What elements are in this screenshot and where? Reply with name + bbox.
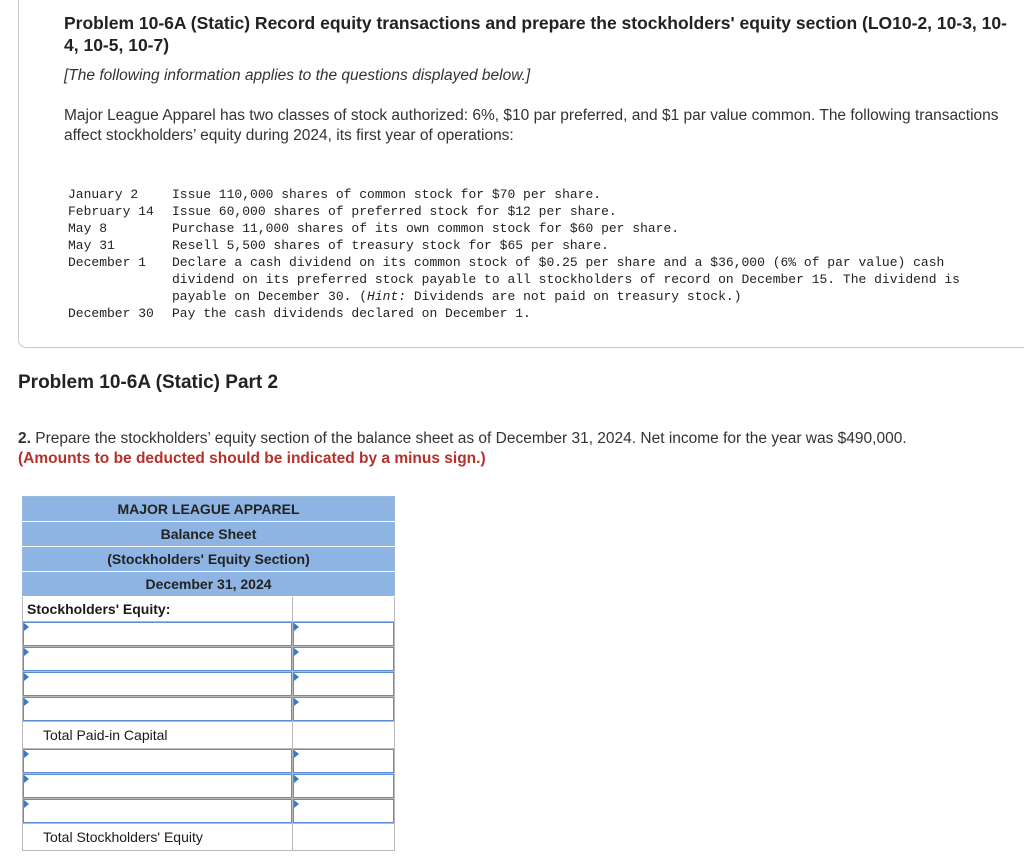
transaction-date: December 30 (68, 306, 154, 321)
amount-input[interactable] (293, 799, 394, 823)
statement-date: December 31, 2024 (23, 572, 395, 597)
problem-description: Major League Apparel has two classes of stock authorized: 6%, $10 par preferred, and $1 par value common. The following transactions affect stockholders’ equity during 2024, its first year of operations: (64, 107, 999, 144)
transaction-date: December 1 (68, 255, 147, 270)
account-select[interactable] (23, 774, 292, 798)
transaction-text: Resell 5,500 shares of treasury stock for $65 per share. (172, 238, 609, 253)
transaction-text (172, 254, 982, 305)
total-paid-in-capital-label: Total Paid-in Capital (23, 722, 293, 749)
account-select[interactable] (23, 647, 292, 671)
transaction-text: Purchase 11,000 shares of its own common stock for $60 per share. (172, 221, 680, 236)
problem-title: Problem 10-6A (Static) Record equity transactions and prepare the stockholders' equity section (LO10-2, 10-3, 10-4, 10-5, 10-7) (64, 13, 1007, 55)
empty-cell (293, 597, 395, 622)
transaction-date: February 14 (68, 204, 154, 219)
transaction-row (68, 254, 982, 305)
part-title: Problem 10-6A (Static) Part 2 (18, 372, 279, 393)
stockholders-equity-label: Stockholders' Equity: (23, 597, 293, 622)
transaction-text: Issue 60,000 shares of preferred stock for $12 per share. (172, 204, 617, 219)
transaction-row (68, 305, 982, 322)
amount-input[interactable] (293, 749, 394, 773)
statement-name: Balance Sheet (23, 522, 395, 547)
question (18, 429, 1018, 469)
amount-input[interactable] (293, 774, 394, 798)
question-text: Prepare the stockholders’ equity section of the balance sheet as of December 31, 2024. Net income for the year was $490,000. (30, 430, 907, 447)
transaction-date: May 31 (68, 238, 115, 253)
section-name: (Stockholders' Equity Section) (23, 547, 395, 572)
account-select[interactable] (23, 749, 292, 773)
question-number: 2. (18, 430, 31, 447)
transaction-text: Pay the cash dividends declared on December 1. (172, 306, 531, 321)
transaction-text: Issue 110,000 shares of common stock for $70 per share. (172, 187, 602, 202)
transaction-date: January 2 (68, 187, 139, 202)
total-stockholders-equity-value (293, 824, 395, 851)
transaction-text-part: Declare a cash dividend on its common stock of $0.25 per share and a $36,000 (6% of par value) cash dividend on its preferred stock payable to all stockholders of record on December 15. The dividend is payable on December 30. ( (172, 255, 960, 304)
company-name: MAJOR LEAGUE APPAREL (23, 497, 395, 522)
transaction-row (68, 220, 982, 237)
total-stockholders-equity-label: Total Stockholders' Equity (23, 824, 293, 851)
balance-sheet-table (22, 496, 395, 851)
transaction-row (68, 237, 982, 254)
amount-input[interactable] (293, 672, 394, 696)
transaction-text-part: Dividends are not paid on treasury stock.) (406, 289, 742, 304)
account-select[interactable] (23, 622, 292, 646)
transaction-row (68, 186, 982, 203)
instruction: (Amounts to be deducted should be indicated by a minus sign.) (18, 450, 486, 467)
hint-label: Hint: (367, 289, 407, 304)
amount-input[interactable] (293, 622, 394, 646)
account-select[interactable] (23, 799, 292, 823)
total-paid-in-capital-value (293, 722, 395, 749)
account-select[interactable] (23, 672, 292, 696)
amount-input[interactable] (293, 647, 394, 671)
transactions-list (68, 186, 982, 322)
transaction-row (68, 203, 982, 220)
intro-note: [The following information applies to the questions displayed below.] (64, 67, 531, 84)
amount-input[interactable] (293, 697, 394, 721)
transaction-date: May 8 (68, 221, 108, 236)
account-select[interactable] (23, 697, 292, 721)
